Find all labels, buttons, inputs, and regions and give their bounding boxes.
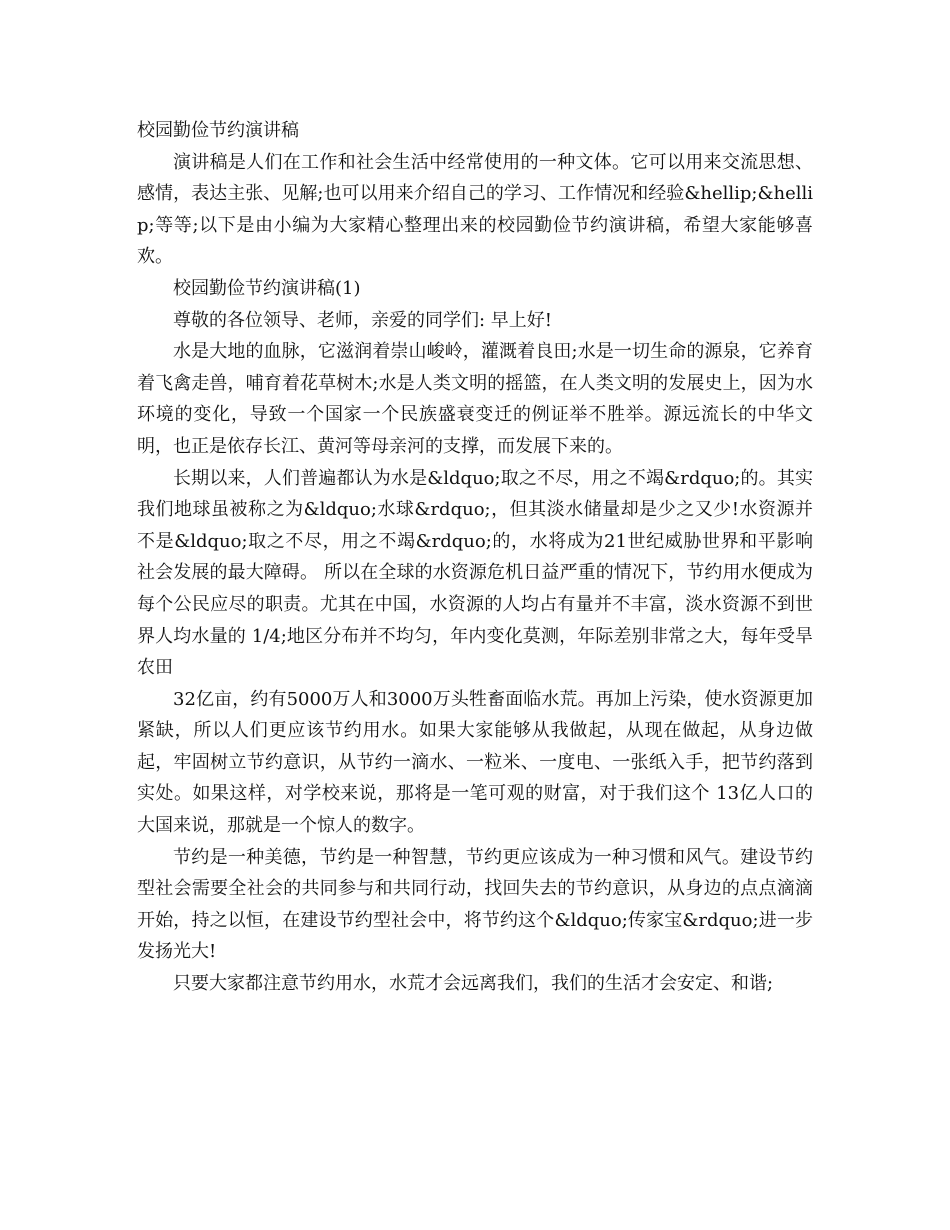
body-paragraph: 节约是一种美德，节约是一种智慧，节约更应该成为一种习惯和风气。建设节约型社会需要全社会的共同参与和共同行动，找回失去的节约意识，从身边的点点滴滴开始，持之以恒，在建设节约型社会中，将节约这个&ldquo;传家宝&rdquo;进一步发扬光大! — [137, 846, 813, 963]
document-body — [137, 115, 813, 1000]
speech-heading: 校园勤俭节约演讲稿(1) — [173, 277, 361, 299]
intro-paragraph: 演讲稿是人们在工作和社会生活中经常使用的一种文体。它可以用来交流思想、感情，表达主张、见解;也可以用来介绍自己的学习、工作情况和经验&hellip;&hellip;等等;以下是由小编为大家精心整理出来的校园勤俭节约演讲稿，希望大家能够喜欢。 — [137, 151, 813, 268]
body-paragraph: 32亿亩，约有5000万人和3000万头牲畜面临水荒。再加上污染，使水资源更加紧缺，所以人们更应该节约用水。如果大家能够从我做起，从现在做起，从身边做起，牢固树立节约意识，从节约一滴水、一粒米、一度电、一张纸入手，把节约落到实处。如果这样，对学校来说，那将是一笔可观的财富，对于我们这个 13亿人口的大国来说，那就是一个惊人的数字。 — [137, 688, 813, 837]
body-paragraph: 长期以来，人们普遍都认为水是&ldquo;取之不尽，用之不竭&rdquo;的。其实我们地球虽被称之为&ldquo;水球&rdquo;，但其淡水储量却是少之又少!水资源并不是&ldquo;取之不尽，用之不竭&rdquo;的，水将成为21世纪威胁世界和平影响社会发展的最大障碍。 所以在全球的水资源危机日益严重的情况下，节约用水便成为每个公民应尽的职责。尤其在中国，水资源的人均占有量并不丰富，淡水资源不到世界人均水量的 1/4;地区分布并不均匀，年内变化莫测，年际差别非常之大，每年受旱农田 — [137, 467, 813, 679]
document-title: 校园勤俭节约演讲稿 — [137, 120, 299, 141]
greeting-paragraph: 尊敬的各位领导、老师，亲爱的同学们: 早上好! — [173, 309, 553, 331]
body-paragraph: 只要大家都注意节约用水，水荒才会远离我们，我们的生活才会安定、和谐; — [173, 973, 774, 995]
body-paragraph: 水是大地的血脉，它滋润着崇山峻岭，灌溉着良田;水是一切生命的源泉，它养育着飞禽走兽，哺育着花草树木;水是人类文明的摇篮，在人类文明的发展史上，因为水环境的变化，导致一个国家一个民族盛衰变迁的例证举不胜举。源远流长的中华文明，也正是依存长江、黄河等母亲河的支撑，而发展下来的。 — [137, 341, 813, 457]
